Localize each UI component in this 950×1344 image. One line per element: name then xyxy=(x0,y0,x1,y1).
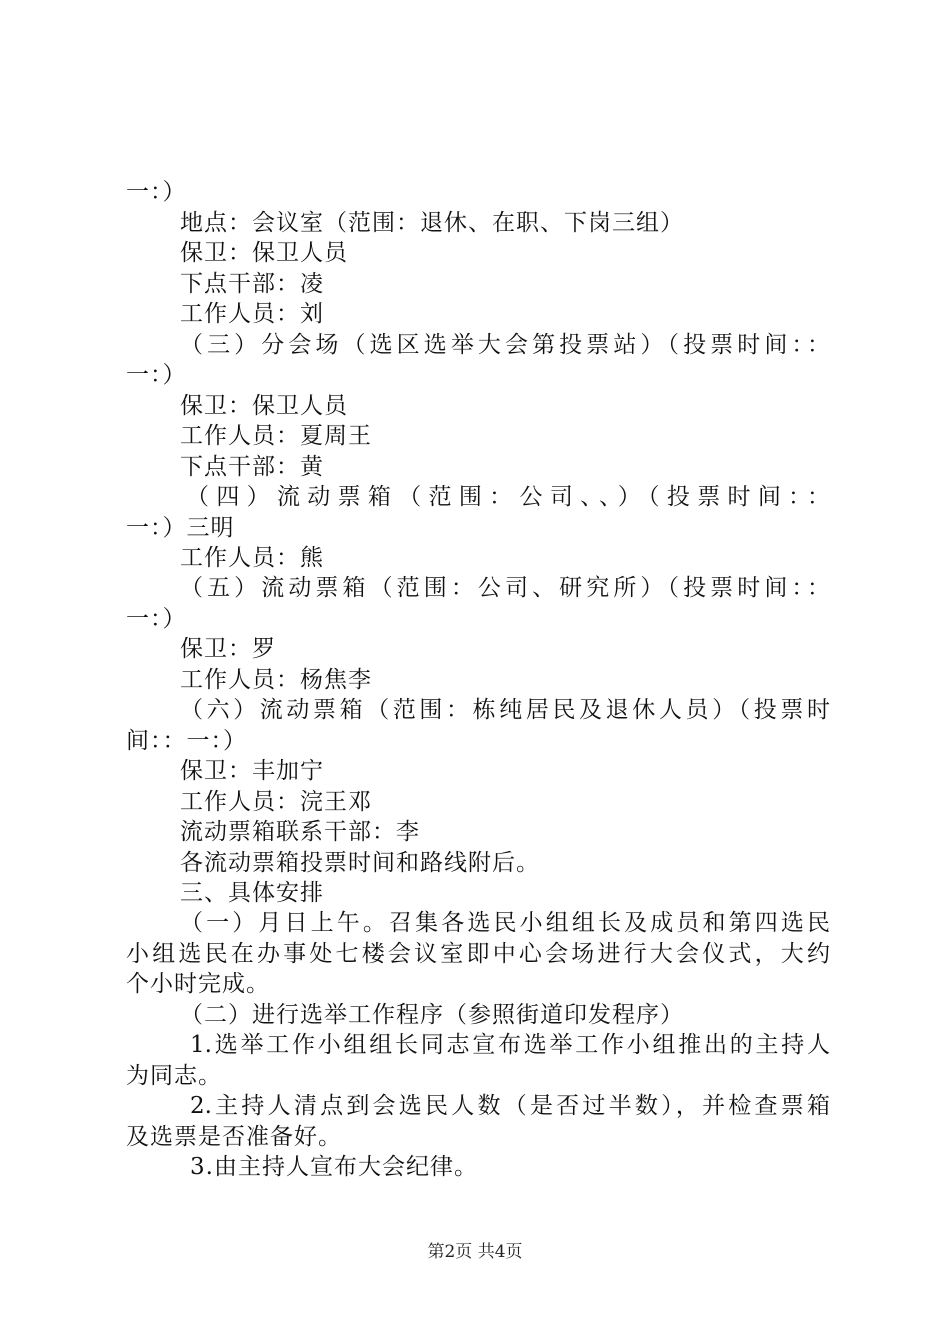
text-line: 为同志。 xyxy=(126,1063,222,1089)
text-line: 保卫：丰加宁 xyxy=(180,758,324,784)
text-line: 下点干部：黄 xyxy=(180,454,324,480)
text-line: 工作人员：夏周王 xyxy=(180,423,372,449)
text-line: 及选票是否准备好。 xyxy=(126,1124,342,1150)
text-line: 一：）三明 xyxy=(126,515,235,541)
text-line: 保卫：保卫人员 xyxy=(180,240,348,266)
text-line: 1.选举工作小组组长同志宣布选举工作小组推出的主持人 xyxy=(190,1032,830,1058)
text-line: 个小时完成。 xyxy=(126,971,270,997)
text-line: 一：） xyxy=(126,179,187,205)
text-line: （三）分会场（选区选举大会第投票站）（投票时间：： xyxy=(180,332,830,358)
text-line: 下点干部：凌 xyxy=(180,271,324,297)
text-line: 工作人员：刘 xyxy=(180,301,324,327)
text-line: 3.由主持人宣布大会纪律。 xyxy=(190,1154,478,1180)
text-line: （四）流动票箱（范围：公司、、）（投票时间：： xyxy=(186,484,830,510)
text-line: 小组选民在办事处七楼会议室即中心会场进行大会仪式，大约 xyxy=(126,941,830,967)
text-line: 保卫：保卫人员 xyxy=(180,393,348,419)
text-line: 保卫：罗 xyxy=(180,636,276,662)
text-line: 三、具体安排 xyxy=(180,880,324,906)
text-line: 地点：会议室（范围：退休、在职、下岗三组） xyxy=(180,210,684,236)
text-line: 工作人员：杨焦李 xyxy=(180,667,372,693)
page-number-footer: 第2页 共4页 xyxy=(427,1242,523,1262)
text-line: 工作人员：熊 xyxy=(180,545,324,571)
text-line: 一：） xyxy=(126,606,187,632)
text-line: （六）流动票箱（范围：栋纯居民及退休人员）（投票时 xyxy=(180,697,830,723)
text-line: 2.主持人清点到会选民人数（是否过半数），并检查票箱 xyxy=(190,1093,830,1119)
text-line: （五）流动票箱（范围：公司、研究所）（投票时间：： xyxy=(180,575,830,601)
text-line: 各流动票箱投票时间和路线附后。 xyxy=(180,850,540,876)
text-line: 间：：一：） xyxy=(126,728,247,754)
text-line: 工作人员：浣王邓 xyxy=(180,789,372,815)
text-line: 流动票箱联系干部：李 xyxy=(180,819,420,845)
text-line: （一）月日上午。召集各选民小组组长及成员和第四选民 xyxy=(180,910,830,936)
text-line: （二）进行选举工作程序（参照街道印发程序） xyxy=(180,1002,684,1028)
text-line: 一：） xyxy=(126,362,187,388)
